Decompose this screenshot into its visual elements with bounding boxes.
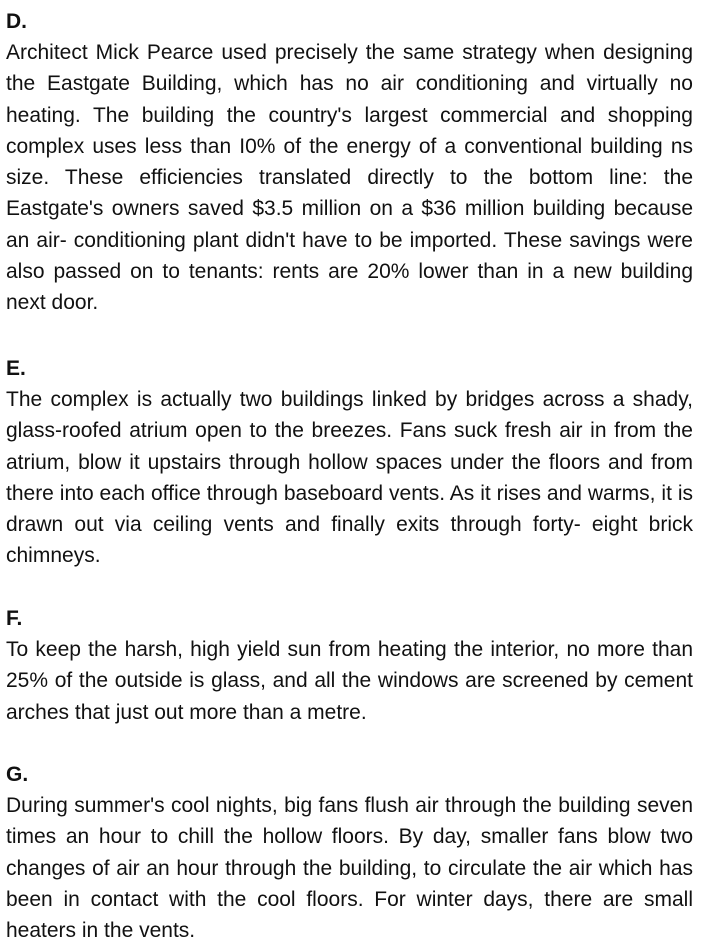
section-heading: E. [6, 357, 26, 380]
section-g [6, 759, 693, 946]
section-paragraph: To keep the harsh, high yield sun from heating the interior, no more than 25% of the outside is glass, and all the windows are screened by cement arches that just out more than a metre. [6, 638, 693, 724]
section-paragraph: Architect Mick Pearce used precisely the same strategy when designing the Eastgate Building, which has no air conditioning and virtually no heating. The building the country's largest commercial and shopping complex uses less than I0% of the energy of a conventional building ns size. These efficiencies translated directly to the bottom line: the Eastgate's owners saved $3.5 million on a $36 million building because an air- conditioning plant didn't have to be imported. These savings were also passed on to tenants: rents are 20% lower than in a new building next door. [6, 41, 693, 315]
section-d [6, 6, 693, 319]
section-paragraph: The complex is actually two buildings linked by bridges across a shady, glass-roofed atrium open to the breezes. Fans suck fresh air in from the atrium, blow it upstairs through hollow spaces under the floors and from there into each office through baseboard vents. As it rises and warms, it is drawn out via ceiling vents and finally exits through forty- eight brick chimneys. [6, 388, 693, 568]
section-heading: F. [6, 607, 23, 630]
section-heading: G. [6, 763, 29, 786]
section-f [6, 603, 693, 728]
section-heading: D. [6, 10, 27, 33]
section-paragraph: During summer's cool nights, big fans flush air through the building seven times an hour to chill the hollow floors. By day, smaller fans blow two changes of air an hour through the building, to circulate the air which has been in contact with the cool floors. For winter days, there are small heaters in the vents. [6, 794, 693, 943]
section-e [6, 353, 693, 572]
